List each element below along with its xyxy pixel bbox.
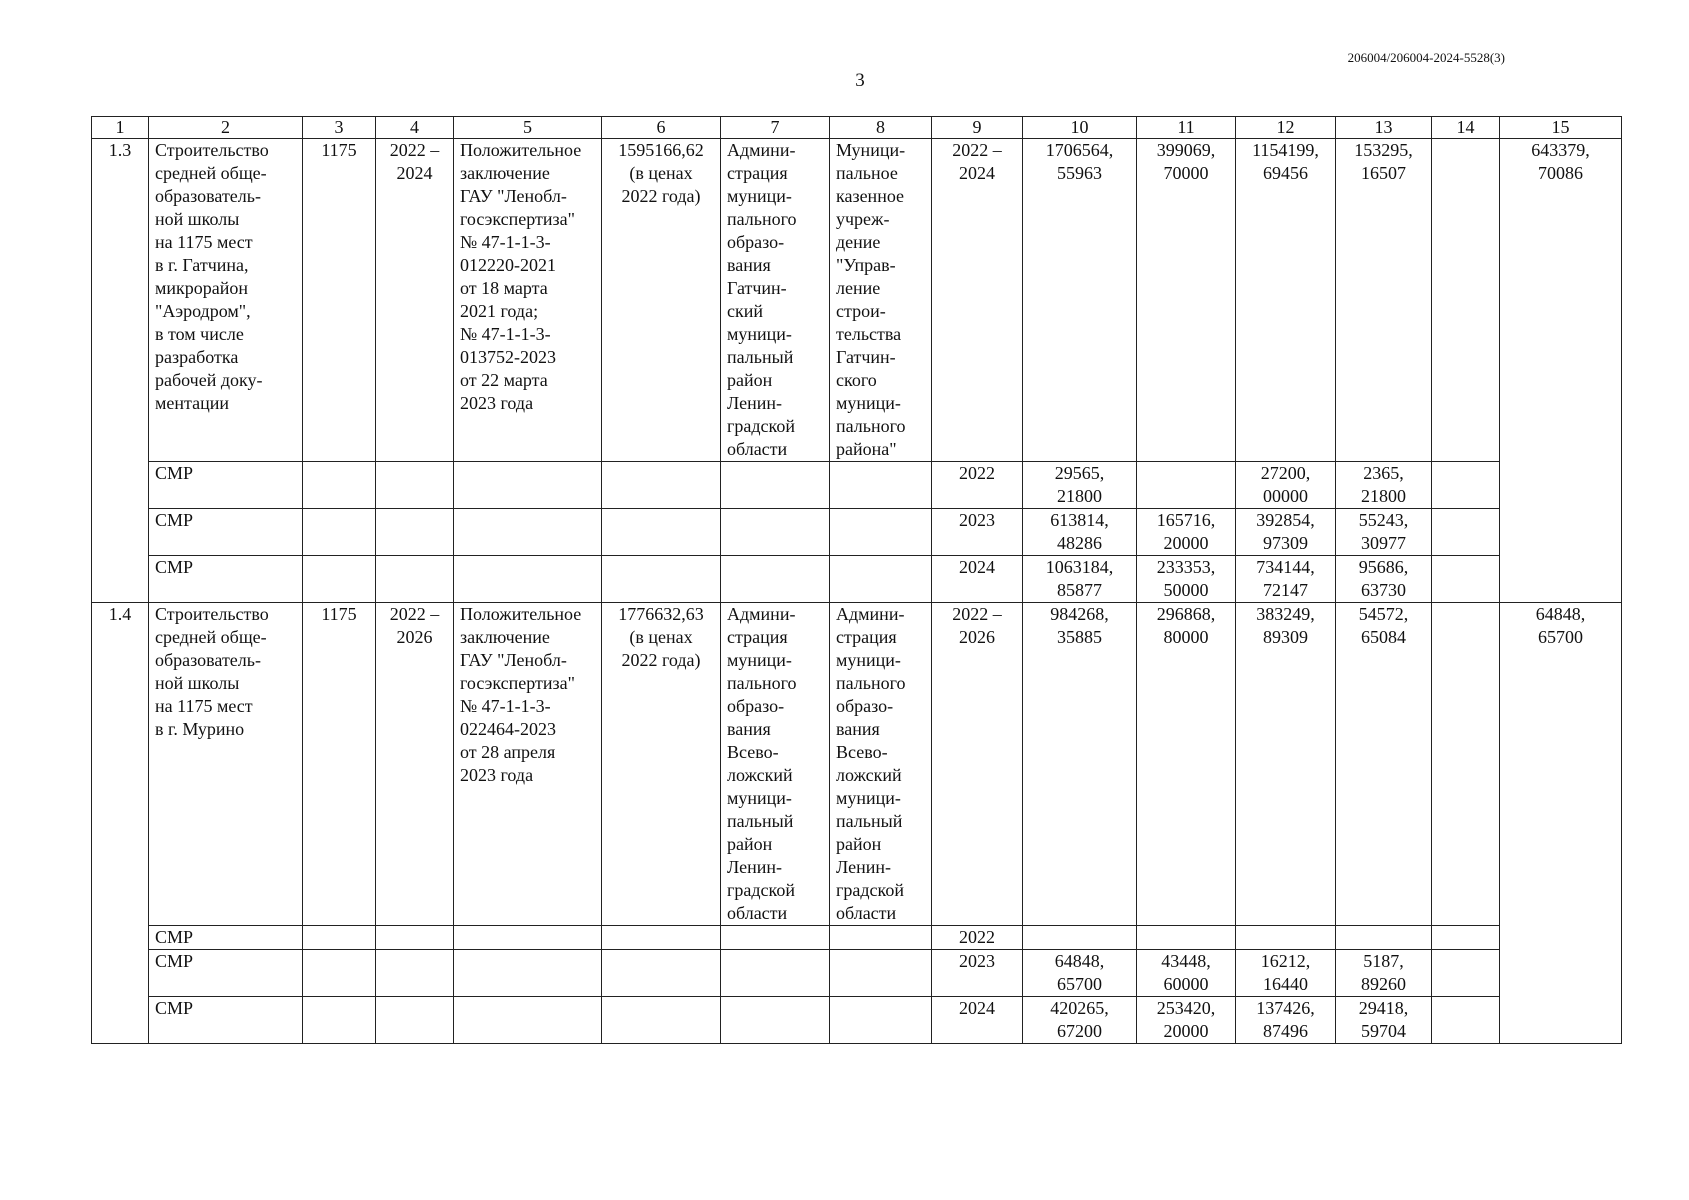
col-14: [1432, 509, 1500, 556]
estimated-cost: 1776632,63 (в ценах 2022 года): [602, 603, 721, 926]
empty-cell: [830, 950, 932, 997]
table-row: [92, 509, 1622, 556]
col-11: 399069, 70000: [1137, 139, 1236, 462]
empty-cell: [721, 556, 830, 603]
header-cell: 1: [92, 117, 149, 139]
empty-cell: [376, 556, 454, 603]
year: 2023: [932, 950, 1023, 997]
empty-cell: [602, 509, 721, 556]
customer: Админи- страция муници- пального образо- вания Всево- ложский муници- пальный район Ленин- градской области: [721, 603, 830, 926]
header-cell: 3: [303, 117, 376, 139]
col-12: 1154199, 69456: [1236, 139, 1336, 462]
col-14: [1432, 462, 1500, 509]
col-11: 165716, 20000: [1137, 509, 1236, 556]
page-number: 3: [855, 70, 865, 91]
col-13: 2365, 21800: [1336, 462, 1432, 509]
header-cell: 6: [602, 117, 721, 139]
empty-cell: [721, 997, 830, 1044]
year: 2022: [932, 462, 1023, 509]
empty-cell: [376, 950, 454, 997]
empty-cell: [830, 997, 932, 1044]
year: 2022: [932, 926, 1023, 950]
col-14: [1432, 139, 1500, 462]
header-cell: 12: [1236, 117, 1336, 139]
col-11: 43448, 60000: [1137, 950, 1236, 997]
empty-cell: [602, 926, 721, 950]
col-13: 54572, 65084: [1336, 603, 1432, 926]
table-row-1-4-main: [92, 603, 1622, 926]
object-name: Строительство средней обще- образователь- ной школы на 1175 мест в г. Мурино: [149, 603, 303, 926]
empty-cell: [454, 462, 602, 509]
empty-cell: [376, 997, 454, 1044]
empty-cell: [303, 462, 376, 509]
empty-cell: [830, 556, 932, 603]
header-cell: 10: [1023, 117, 1137, 139]
year: 2024: [932, 997, 1023, 1044]
document-id: 206004/206004-2024-5528(3): [1347, 50, 1505, 65]
col-10: 420265, 67200: [1023, 997, 1137, 1044]
col-11: 233353, 50000: [1137, 556, 1236, 603]
expertise: Положительное заключение ГАУ "Ленобл- госэкспертиза" № 47-1-1-3- 012220-2021 от 18 марта 2021 года; № 47-1-1-3- 013752-2023 от 22 марта 2023 года: [454, 139, 602, 462]
work-type-label: СМР: [149, 950, 303, 997]
header-cell: 13: [1336, 117, 1432, 139]
empty-cell: [721, 950, 830, 997]
col-12: [1236, 926, 1336, 950]
col-10: 1063184, 85877: [1023, 556, 1137, 603]
col-12: 383249, 89309: [1236, 603, 1336, 926]
col-15: 643379, 70086: [1500, 139, 1622, 603]
work-type-label: СМР: [149, 509, 303, 556]
object-name: Строительство средней обще- образователь- ной школы на 1175 мест в г. Гатчина, микрорайон "Аэродром", в том числе разработка рабочей доку- ментации: [149, 139, 303, 462]
empty-cell: [303, 926, 376, 950]
empty-cell: [830, 509, 932, 556]
table-row: [92, 997, 1622, 1044]
empty-cell: [602, 997, 721, 1044]
empty-cell: [721, 509, 830, 556]
table-row-1-3-main: [92, 139, 1622, 462]
customer: Админи- страция муници- пального образо- вания Гатчин- ский муници- пальный район Ленин- градской области: [721, 139, 830, 462]
period: 2022 – 2026: [376, 603, 454, 926]
empty-cell: [376, 462, 454, 509]
column-number-row: [92, 117, 1622, 139]
col-13: 55243, 30977: [1336, 509, 1432, 556]
col-10: 1706564, 55963: [1023, 139, 1137, 462]
header-cell: 4: [376, 117, 454, 139]
empty-cell: [303, 556, 376, 603]
empty-cell: [454, 997, 602, 1044]
empty-cell: [376, 509, 454, 556]
empty-cell: [721, 462, 830, 509]
col-12: 734144, 72147: [1236, 556, 1336, 603]
item-number: 1.4: [92, 603, 149, 1044]
col-13: 95686, 63730: [1336, 556, 1432, 603]
col-14: [1432, 950, 1500, 997]
developer: Админи- страция муници- пального образо- вания Всево- ложский муници- пальный район Ленин- градской области: [830, 603, 932, 926]
empty-cell: [602, 556, 721, 603]
col-15: 64848, 65700: [1500, 603, 1622, 1044]
empty-cell: [454, 950, 602, 997]
col-14: [1432, 997, 1500, 1044]
col-11: [1137, 462, 1236, 509]
header-cell: 7: [721, 117, 830, 139]
empty-cell: [454, 556, 602, 603]
table-row: [92, 462, 1622, 509]
col-12: 392854, 97309: [1236, 509, 1336, 556]
col-11: 296868, 80000: [1137, 603, 1236, 926]
empty-cell: [721, 926, 830, 950]
empty-cell: [602, 950, 721, 997]
col-14: [1432, 556, 1500, 603]
col-10: [1023, 926, 1137, 950]
investment-table: [91, 116, 1622, 1044]
header-cell: 14: [1432, 117, 1500, 139]
header-cell: 15: [1500, 117, 1622, 139]
expertise: Положительное заключение ГАУ "Ленобл- госэкспертиза" № 47-1-1-3- 022464-2023 от 28 апреля 2023 года: [454, 603, 602, 926]
header-cell: 11: [1137, 117, 1236, 139]
col-11: 253420, 20000: [1137, 997, 1236, 1044]
work-type-label: СМР: [149, 462, 303, 509]
col-11: [1137, 926, 1236, 950]
header-cell: 5: [454, 117, 602, 139]
empty-cell: [454, 509, 602, 556]
empty-cell: [303, 509, 376, 556]
table-row: [92, 926, 1622, 950]
year: 2023: [932, 509, 1023, 556]
col-12: 16212, 16440: [1236, 950, 1336, 997]
col-13: 29418, 59704: [1336, 997, 1432, 1044]
period: 2022 – 2024: [376, 139, 454, 462]
col-12: 137426, 87496: [1236, 997, 1336, 1044]
work-type-label: СМР: [149, 926, 303, 950]
table-row: [92, 950, 1622, 997]
col-12: 27200, 00000: [1236, 462, 1336, 509]
estimated-cost: 1595166,62 (в ценах 2022 года): [602, 139, 721, 462]
empty-cell: [376, 926, 454, 950]
capacity: 1175: [303, 603, 376, 926]
empty-cell: [602, 462, 721, 509]
item-number: 1.3: [92, 139, 149, 603]
years: 2022 – 2024: [932, 139, 1023, 462]
empty-cell: [830, 926, 932, 950]
table-row: [92, 556, 1622, 603]
col-10: 984268, 35885: [1023, 603, 1137, 926]
work-type-label: СМР: [149, 997, 303, 1044]
col-14: [1432, 926, 1500, 950]
capacity: 1175: [303, 139, 376, 462]
empty-cell: [830, 462, 932, 509]
empty-cell: [454, 926, 602, 950]
developer: Муници- пальное казенное учреж- дение "Управ- ление строи- тельства Гатчин- ского муници- пального района": [830, 139, 932, 462]
col-10: 29565, 21800: [1023, 462, 1137, 509]
empty-cell: [303, 997, 376, 1044]
col-10: 613814, 48286: [1023, 509, 1137, 556]
col-10: 64848, 65700: [1023, 950, 1137, 997]
header-cell: 8: [830, 117, 932, 139]
col-14: [1432, 603, 1500, 926]
header-cell: 2: [149, 117, 303, 139]
header-cell: 9: [932, 117, 1023, 139]
col-13: 153295, 16507: [1336, 139, 1432, 462]
years: 2022 – 2026: [932, 603, 1023, 926]
col-13: 5187, 89260: [1336, 950, 1432, 997]
empty-cell: [303, 950, 376, 997]
year: 2024: [932, 556, 1023, 603]
work-type-label: СМР: [149, 556, 303, 603]
col-13: [1336, 926, 1432, 950]
